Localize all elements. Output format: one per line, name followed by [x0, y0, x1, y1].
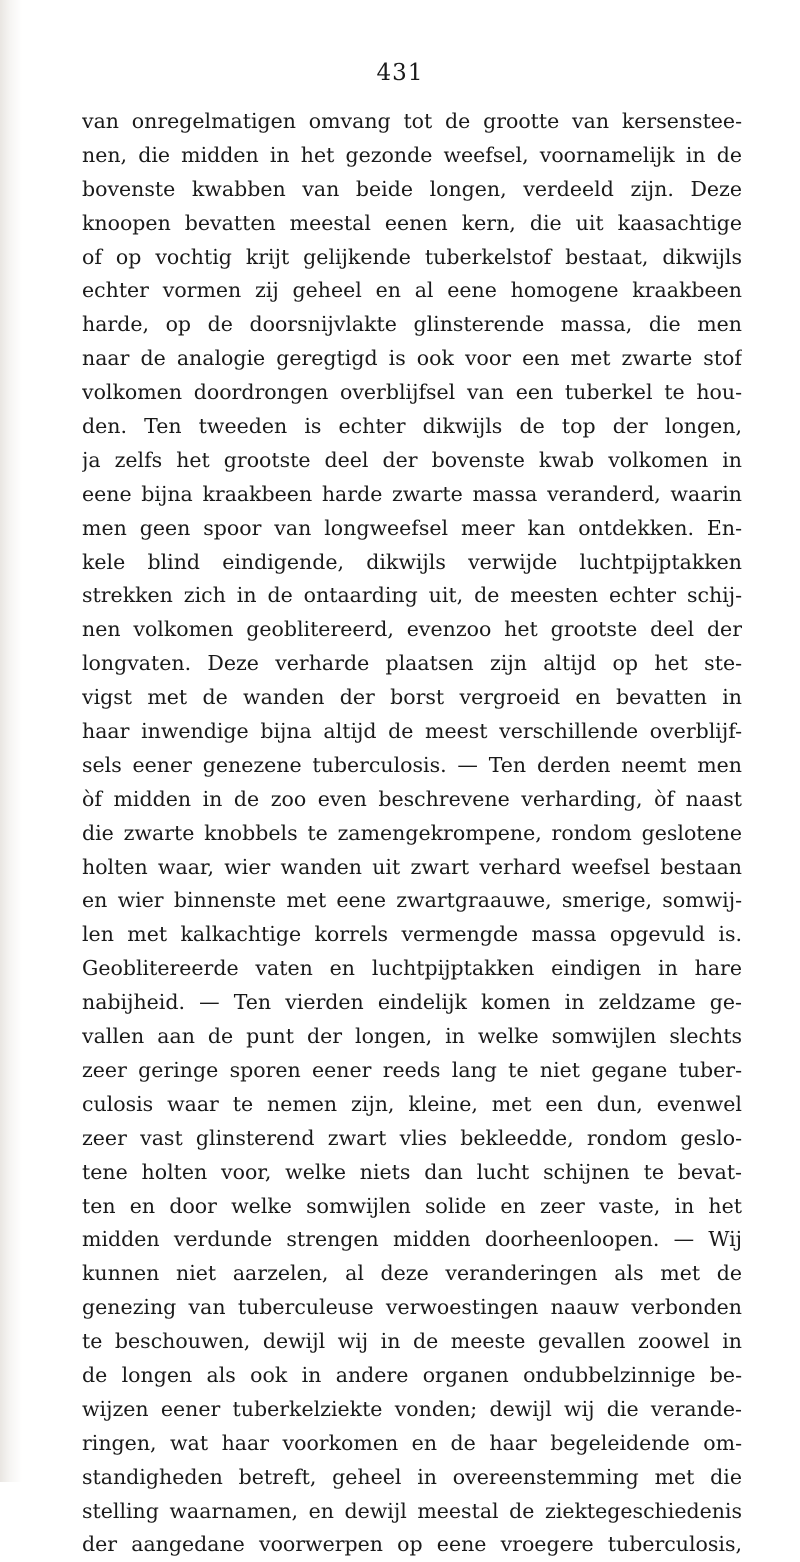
text-line: kunnen niet aarzelen, al deze veranderingen als met de: [82, 1261, 742, 1286]
body-text: [82, 105, 742, 1562]
text-line: stelling waarnamen, en dewijl meestal de ziektegeschiedenis: [82, 1498, 742, 1523]
text-line: culosis waar te nemen zijn, kleine, met een dun, evenwel: [82, 1091, 742, 1116]
text-line: len met kalkachtige korrels vermengde massa opgevuld is.: [82, 922, 742, 947]
text-line: Geoblitereerde vaten en luchtpijptakken eindigen in hare: [82, 956, 742, 981]
text-line: knoopen bevatten meestal eenen kern, die uit kaasachtige: [82, 210, 742, 235]
text-line: wijzen eener tuberkelziekte vonden; dewijl wij die verande-: [82, 1396, 742, 1421]
text-line: ringen, wat haar voorkomen en de haar begeleidende om-: [82, 1430, 742, 1455]
text-line: nen, die midden in het gezonde weefsel, voornamelijk in de: [82, 142, 742, 167]
text-line: midden verdunde strengen midden doorheenloopen. — Wij: [82, 1227, 742, 1252]
text-line: vigst met de wanden der borst vergroeid en bevatten in: [82, 685, 742, 710]
text-line: der aangedane voorwerpen op eene vroegere tuberculosis,: [82, 1532, 742, 1557]
text-line: of op vochtig krijt gelijkende tuberkelstof bestaat, dikwijls: [82, 244, 742, 269]
text-line: ja zelfs het grootste deel der bovenste kwab volkomen in: [82, 447, 742, 472]
text-line: zeer geringe sporen eener reeds lang te niet gegane tuber-: [82, 1057, 742, 1082]
text-line: haar inwendige bijna altijd de meest verschillende overblijf-: [82, 719, 742, 744]
text-line: holten waar, wier wanden uit zwart verhard weefsel bestaan: [82, 854, 742, 879]
text-line: ten en door welke somwijlen solide en zeer vaste, in het: [82, 1193, 742, 1218]
text-line: volkomen doordrongen overblijfsel van een tuberkel te hou-: [82, 380, 742, 405]
page-number: 431: [376, 60, 424, 86]
text-line: den. Ten tweeden is echter dikwijls de top der longen,: [82, 414, 742, 439]
text-line: die zwarte knobbels te zamengekrompene, rondom geslotene: [82, 820, 742, 845]
text-line: sels eener genezene tuberculosis. — Ten derden neemt men: [82, 752, 742, 777]
text-line: nen volkomen geoblitereerd, evenzoo het grootste deel der: [82, 617, 742, 642]
text-line: genezing van tuberculeuse verwoestingen naauw verbonden: [82, 1295, 742, 1320]
text-line: vallen aan de punt der longen, in welke somwijlen slechts: [82, 1024, 742, 1049]
text-line: òf midden in de zoo even beschrevene verharding, òf naast: [82, 786, 742, 811]
text-line: harde, op de doorsnijvlakte glinsterende massa, die men: [82, 312, 742, 337]
text-line: kele blind eindigende, dikwijls verwijde luchtpijptakken: [82, 549, 742, 574]
text-line: standigheden betreft, geheel in overeenstemming met die: [82, 1464, 742, 1489]
text-line: echter vormen zij geheel en al eene homogene kraakbeen: [82, 278, 742, 303]
text-line: van onregelmatigen omvang tot de grootte van kersenstee-: [82, 109, 742, 133]
text-line: eene bijna kraakbeen harde zwarte massa veranderd, waarin: [82, 481, 742, 506]
text-line: tene holten voor, welke niets dan lucht schijnen te bevat-: [82, 1159, 742, 1184]
text-line: nabijheid. — Ten vierden eindelijk komen in zeldzame ge-: [82, 990, 742, 1015]
text-line: longvaten. Deze verharde plaatsen zijn altijd op het ste-: [82, 651, 742, 676]
text-line: zeer vast glinsterend zwart vlies bekleedde, rondom geslo-: [82, 1125, 742, 1150]
text-line: de longen als ook in andere organen ondubbelzinnige be-: [82, 1362, 742, 1387]
text-line: strekken zich in de ontaarding uit, de meesten echter schij-: [82, 583, 742, 608]
text-line: men geen spoor van longweefsel meer kan ontdekken. En-: [82, 515, 742, 540]
text-line: naar de analogie geregtigd is ook voor een met zwarte stof: [82, 346, 742, 371]
text-line: bovenste kwabben van beide longen, verdeeld zijn. Deze: [82, 176, 742, 201]
text-line: te beschouwen, dewijl wij in de meeste gevallen zoowel in: [82, 1329, 742, 1354]
text-line: en wier binnenste met eene zwartgraauwe, smerige, somwij-: [82, 888, 742, 913]
